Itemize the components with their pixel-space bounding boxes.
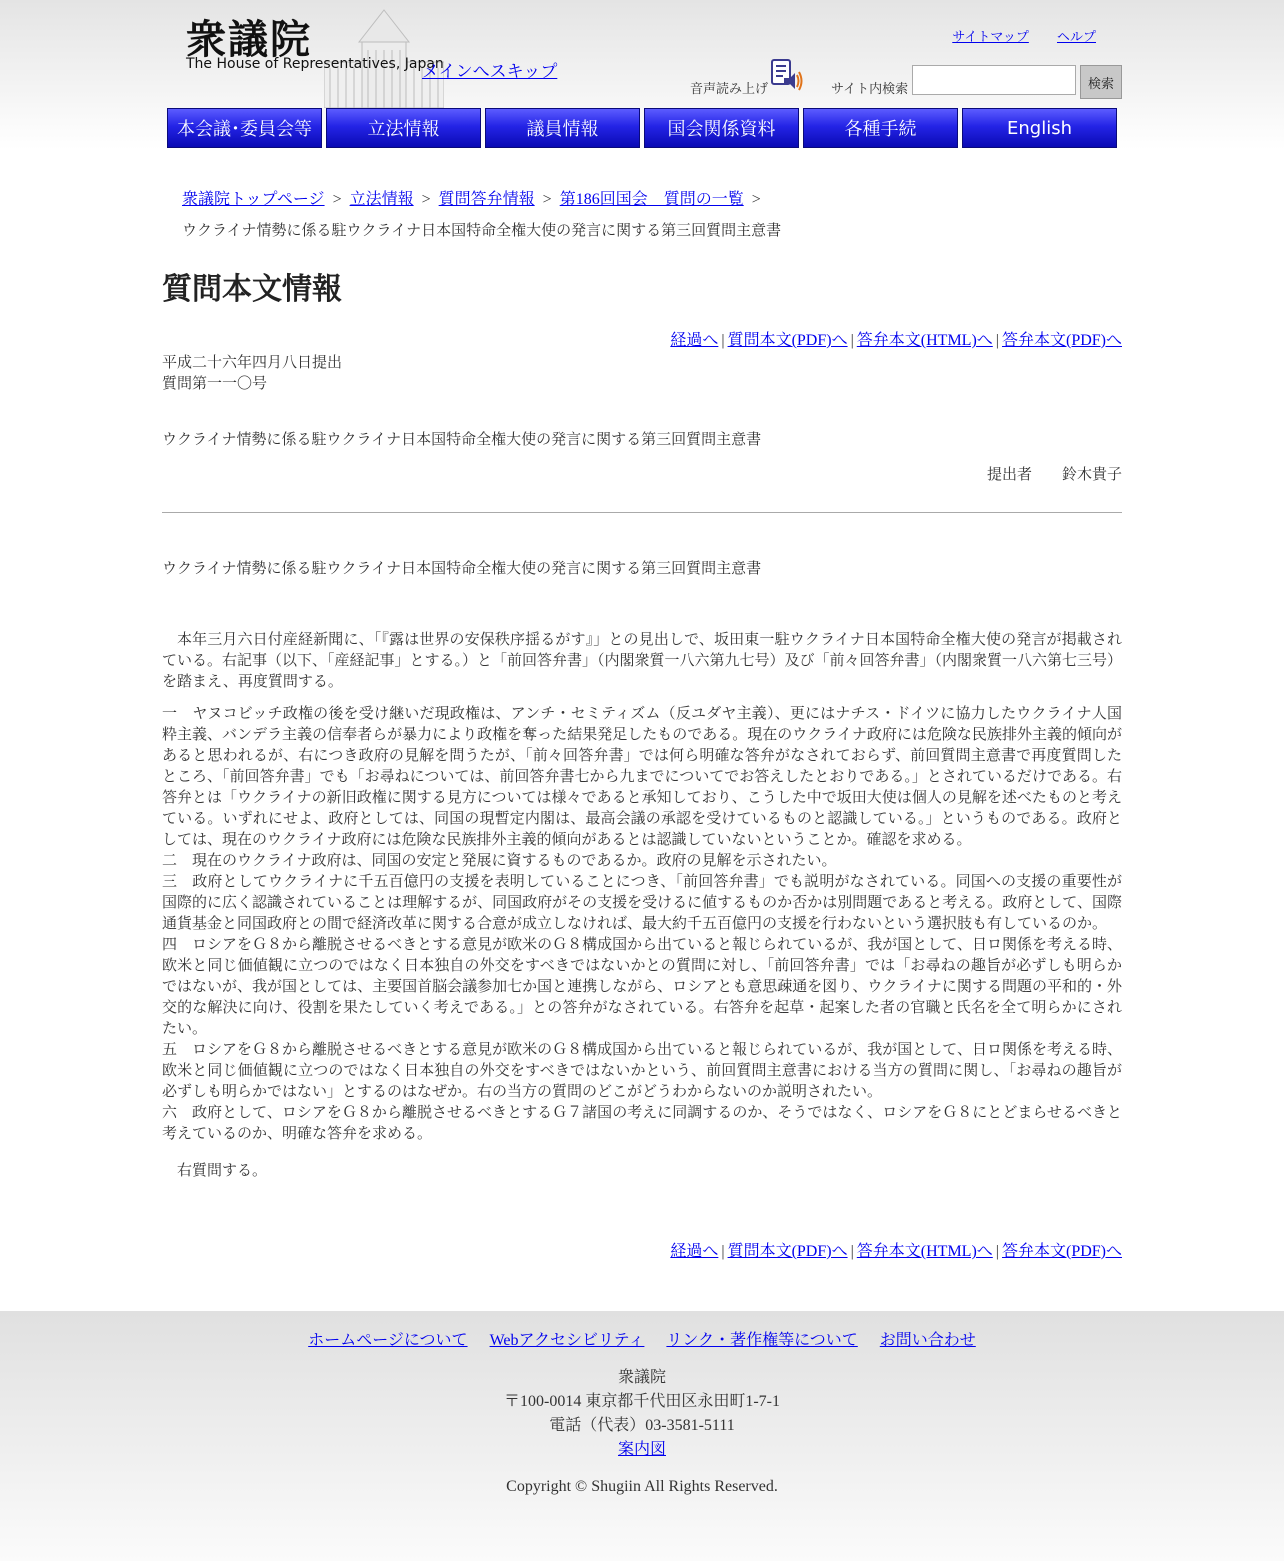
site-search-label: サイト内検索: [831, 82, 909, 97]
footer-links: [0, 1327, 1284, 1350]
footer-org: 衆議院: [617, 1369, 666, 1386]
progress-link[interactable]: 経過へ: [670, 1243, 719, 1260]
answer-pdf-link[interactable]: 答弁本文(PDF)へ: [1001, 1243, 1122, 1260]
link-separator: |: [995, 332, 999, 349]
breadcrumb-question-list[interactable]: 第186回国会 質問の一覧: [559, 191, 744, 208]
help-link[interactable]: ヘルプ: [1056, 30, 1096, 45]
skip-to-main-link[interactable]: メインへスキップ: [422, 62, 558, 81]
logo-english-text: The House of Representatives, Japan: [186, 56, 444, 72]
footer-phone: 電話（代表）03-3581-5111: [549, 1417, 735, 1434]
breadcrumb-current: ウクライナ情勢に係る駐ウクライナ日本国特命全権大使の発言に関する第三回質問主意書: [182, 221, 782, 239]
copyright: Copyright © Shugiin All Rights Reserved.: [506, 1478, 778, 1495]
question-pdf-link[interactable]: 質問本文(PDF)へ: [727, 332, 848, 349]
search-button[interactable]: 検索: [1080, 65, 1122, 99]
footer-accessibility-link[interactable]: Webアクセシビリティ: [489, 1332, 645, 1349]
breadcrumb: [162, 184, 1122, 246]
footer-info: [0, 1366, 1284, 1462]
submission-date: 平成二十六年四月八日提出: [162, 353, 343, 371]
breadcrumb-legislation[interactable]: 立法情報: [349, 191, 414, 208]
nav-english[interactable]: English: [962, 108, 1117, 148]
nav-plenary-committees[interactable]: 本会議･委員会等: [167, 108, 322, 148]
footer-about-link[interactable]: ホームページについて: [308, 1332, 468, 1349]
diet-building-icon: [324, 2, 444, 108]
progress-link[interactable]: 経過へ: [670, 332, 719, 349]
nav-members[interactable]: 議員情報: [485, 108, 640, 148]
main-content: [162, 264, 1122, 1263]
breadcrumb-questions-answers[interactable]: 質問答弁情報: [438, 191, 535, 208]
question-items: [162, 703, 1122, 1144]
question-item-6: 六 政府として、ロシアをＧ８から離脱させるべきとするＧ７諸国の考えに同調するのか、そうではなく、ロシアをＧ８にとどまらせるべきと考えているのか、明確な答弁を求める。: [162, 1103, 1122, 1142]
question-item-4: 四 ロシアをＧ８から離脱させるべきとする意見が欧米のＧ８構成国から出ていると報じられているが、我が国として、日ロ関係を考える時、欧米と同じ価値観に立つのではなく日本独自の外交をすべきではないかとの質問に対し、「前回答弁書」では「お尋ねの趣旨が必ずしも明らかではないが、我が国としては、主要国首脳会議参加七か国と連携しながら、ロシアとも意思疎通を図り、ウクライナに関する問題の平和的・外交的な解決に向け、役割を果たしていく考えである。」との答弁がなされている。右答弁を起草・起案した者の官職と氏名を全て明らかにされたい。: [162, 935, 1122, 1037]
question-item-5: 五 ロシアをＧ８から離脱させるべきとする意見が欧米のＧ８構成国から出ていると報じられているが、我が国として、日ロ関係を考える時、欧米と同じ価値観に立つのではなく日本独自の外交をすべきではないかという、前回質問主意書における当方の質問に関し、「お尋ねの趣旨が必ずしも明らかではない」とするのはなぜか。右の当方の質問のどこがどうわからないのか説明されたい。: [162, 1040, 1122, 1100]
breadcrumb-separator: >: [751, 191, 761, 208]
divider: [162, 512, 1122, 513]
question-item-2: 二 現在のウクライナ政府は、同国の安定と発展に資するものであるか。政府の見解を示されたい。: [162, 851, 837, 869]
answer-html-link[interactable]: 答弁本文(HTML)へ: [856, 332, 993, 349]
footer-contact-link[interactable]: お問い合わせ: [879, 1332, 976, 1349]
footer-address: 〒100-0014 東京都千代田区永田町1-7-1: [504, 1393, 780, 1410]
document-title: ウクライナ情勢に係る駐ウクライナ日本国特命全権大使の発言に関する第三回質問主意書: [162, 430, 762, 448]
answer-pdf-link[interactable]: 答弁本文(PDF)へ: [1001, 332, 1122, 349]
utility-links: [928, 26, 1096, 45]
nav-legislation[interactable]: 立法情報: [326, 108, 481, 148]
nav-procedures[interactable]: 各種手続: [803, 108, 958, 148]
question-number: 質問第一一〇号: [162, 374, 268, 392]
link-separator: |: [995, 1243, 999, 1260]
question-item-3: 三 政府としてウクライナに千五百億円の支援を表明していることにつき、「前回答弁書」でも説明がなされている。同国への支援の重要性が国際的に広く認識されていることは理解するが、同国政府がその支援を受けるに値するものか否かは別問題であると考える。政府として、国際通貨基金と同国政府との間で経済改革に関する合意が成立しなければ、最大約千五百億円の支援を行わないという選択肢も有しているのか。: [162, 872, 1122, 932]
document-links-bottom: [162, 1241, 1122, 1263]
body-title: ウクライナ情勢に係る駐ウクライナ日本国特命全権大使の発言に関する第三回質問主意書: [162, 559, 762, 577]
question-pdf-link[interactable]: 質問本文(PDF)へ: [727, 1243, 848, 1260]
breadcrumb-separator: >: [332, 191, 342, 208]
logo-japanese-text: 衆議院: [186, 16, 312, 63]
question-item-1: 一 ヤヌコビッチ政権の後を受け継いだ現政権は、アンチ・セミティズム（反ユダヤ主義）、更にはナチス・ドイツに協力したウクライナ人国粋主義、バンデラ主義の信奉者らが暴力により政権を奪った結果発足したものである。現在のウクライナ政府には危険な民族排外主義的傾向があると思われるが、右につき政府の見解を問うたが、「前々回答弁書」では何ら明確な答弁がなされておらず、前回質問主意書で再度質問したところ、「前回答弁書」でも「お尋ねについては、前回答弁書七から九までについてでお答えしたとおりである。」とされているだけである。右答弁とは「ウクライナの新旧政権に関する見方については様々であると承知しており、こうした中で坂田大使は個人の見解を述べたものと考えている。いずれにせよ、政府としては、同国の現暫定内閣は、最高会議の承認を受けているものと認識している。」というものである。政府としては、現在のウクライナ政府には危険な民族排外主義的傾向があるとは認識していないということか。確認を求める。: [162, 704, 1122, 848]
breadcrumb-separator: >: [542, 191, 552, 208]
site-logo[interactable]: [184, 8, 444, 108]
answer-html-link[interactable]: 答弁本文(HTML)へ: [856, 1243, 993, 1260]
sitemap-link[interactable]: サイトマップ: [952, 30, 1029, 45]
body-closing: 右質問する。: [177, 1161, 268, 1179]
main-navigation: [167, 108, 1122, 148]
submitter: 提出者 鈴木貴子: [986, 465, 1122, 483]
breadcrumb-top-page[interactable]: 衆議院トップページ: [182, 191, 325, 208]
site-search-input[interactable]: [912, 65, 1076, 95]
body-intro: 本年三月六日付産経新聞に、「『露は世界の安保秩序揺るがす』」との見出しで、坂田東一駐ウクライナ日本国特命全権大使の発言が掲載されている。右記事（以下、「産経記事」とする。）と「前回答弁書」（内閣衆質一八六第九七号）及び「前々回答弁書」（内閣衆質一八六第七三号）を踏まえ、再度質問する。: [162, 630, 1123, 690]
speaker-document-icon[interactable]: [770, 58, 804, 92]
page-title: 質問本文情報: [162, 272, 342, 307]
link-separator: |: [850, 332, 854, 349]
breadcrumb-separator: >: [421, 191, 431, 208]
nav-diet-materials[interactable]: 国会関係資料: [644, 108, 799, 148]
footer-map-link[interactable]: 案内図: [617, 1441, 666, 1458]
site-header: [162, 0, 1122, 108]
voice-reader-label: 音声読み上げ: [690, 82, 769, 97]
link-separator: |: [850, 1243, 854, 1260]
link-separator: |: [721, 332, 725, 349]
link-separator: |: [721, 1243, 725, 1260]
document-links-top: [162, 330, 1122, 352]
footer-copyright-link[interactable]: リンク・著作権等について: [666, 1332, 858, 1349]
site-footer: [0, 1311, 1284, 1561]
